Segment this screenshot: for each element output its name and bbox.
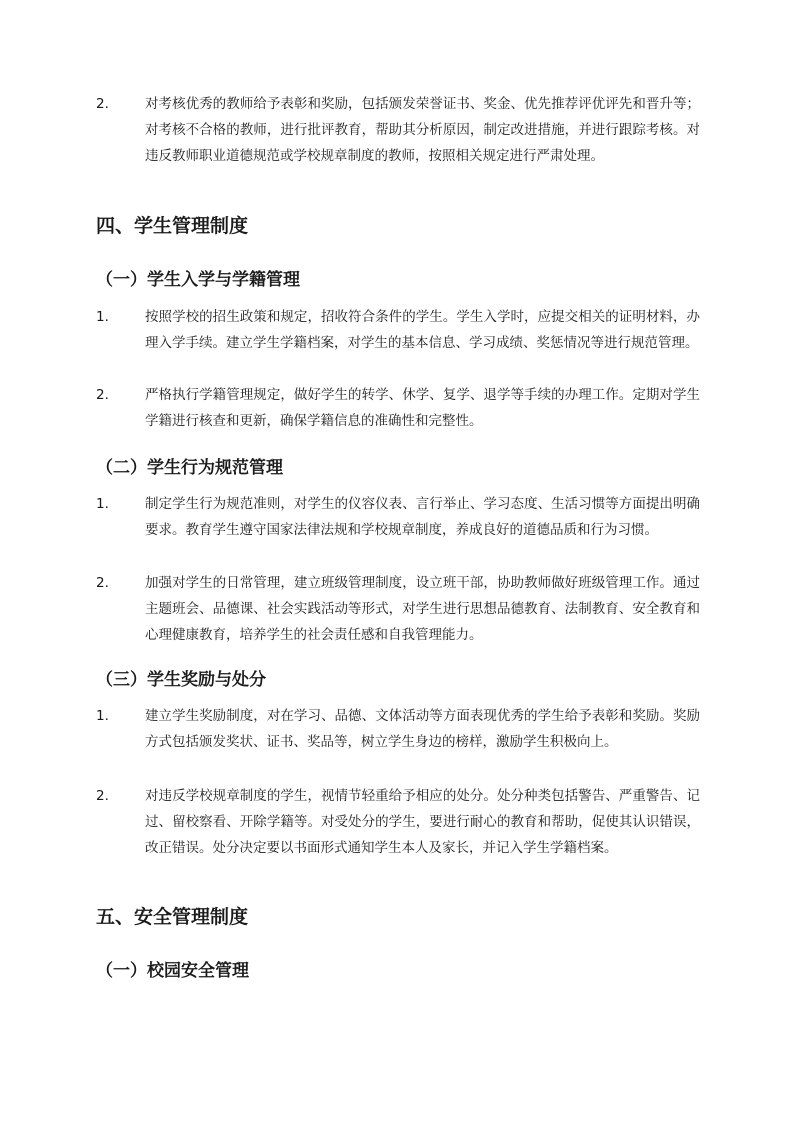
- list-number: 1.: [96, 309, 109, 325]
- list-item: [96, 783, 700, 861]
- list-number: 2.: [96, 575, 109, 591]
- list-number: 2.: [96, 387, 109, 403]
- section-heading-student-management: 四、学生管理制度: [96, 215, 249, 237]
- list-text: 对考核优秀的教师给予表彰和奖励，包括颁发荣誉证书、奖金、优先推荐评优评先和晋升等；对考核不合格的教师，进行批评教育，帮助其分析原因，制定改进措施，并进行跟踪考核。对违反教师职业道德规范或学校规章制度的教师，按照相关规定进行严肃处理。: [145, 96, 700, 164]
- list-item: [96, 491, 700, 543]
- list-text: 加强对学生的日常管理，建立班级管理制度，设立班干部，协助教师做好班级管理工作。通过主题班会、品德课、社会实践活动等形式，对学生进行思想品德教育、法制教育、安全教育和心理健康教育，培养学生的社会责任感和自我管理能力。: [145, 575, 700, 643]
- list-item: [96, 304, 700, 356]
- subsection-heading-campus-safety: （一）校园安全管理: [96, 961, 249, 981]
- list-item: [96, 703, 700, 755]
- list-item: [96, 91, 700, 169]
- list-text: 对违反学校规章制度的学生，视情节轻重给予相应的处分。处分种类包括警告、严重警告、记过、留校察看、开除学籍等。对受处分的学生，要进行耐心的教育和帮助，促使其认识错误，改正错误。处分决定要以书面形式通知学生本人及家长，并记入学生学籍档案。: [145, 788, 700, 856]
- list-text: 建立学生奖励制度，对在学习、品德、文体活动等方面表现优秀的学生给予表彰和奖励。奖励方式包括颁发奖状、证书、奖品等，树立学生身边的榜样，激励学生积极向上。: [145, 708, 700, 750]
- subsection-heading-behavior: （二）学生行为规范管理: [96, 458, 283, 478]
- list-number: 2.: [96, 788, 109, 804]
- list-item: [96, 570, 700, 648]
- list-text: 严格执行学籍管理规定，做好学生的转学、休学、复学、退学等手续的办理工作。定期对学生学籍进行核查和更新，确保学籍信息的准确性和完整性。: [145, 387, 700, 429]
- list-text: 按照学校的招生政策和规定，招收符合条件的学生。学生入学时，应提交相关的证明材料，办理入学手续。建立学生学籍档案，对学生的基本信息、学习成绩、奖惩情况等进行规范管理。: [145, 309, 700, 351]
- subsection-heading-enrollment: （一）学生入学与学籍管理: [96, 270, 300, 290]
- list-number: 1.: [96, 708, 109, 724]
- subsection-heading-rewards: （三）学生奖励与处分: [96, 670, 266, 690]
- list-number: 2.: [96, 96, 109, 112]
- list-number: 1.: [96, 496, 109, 512]
- list-text: 制定学生行为规范准则，对学生的仪容仪表、言行举止、学习态度、生活习惯等方面提出明确要求。教育学生遵守国家法律法规和学校规章制度，养成良好的道德品质和行为习惯。: [145, 496, 700, 538]
- section-heading-safety-management: 五、安全管理制度: [96, 906, 249, 928]
- list-item: [96, 382, 700, 434]
